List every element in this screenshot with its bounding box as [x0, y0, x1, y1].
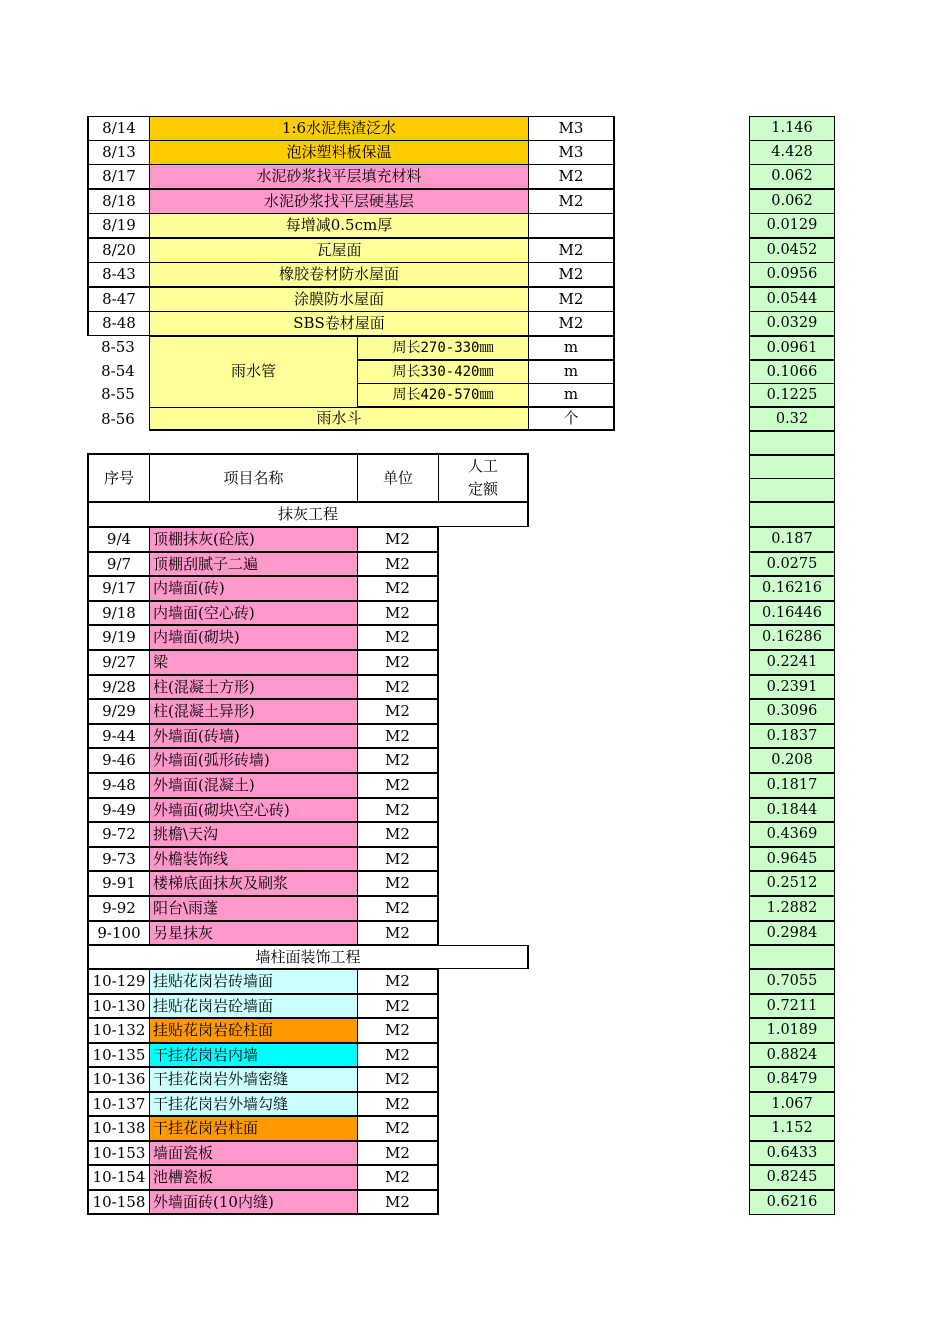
labor-value-cell[interactable]: 0.32	[749, 407, 835, 431]
code-cell[interactable]: 8/14	[87, 116, 150, 141]
labor-value-cell[interactable]: 0.4369	[749, 822, 835, 847]
code-cell[interactable]: 10-154	[87, 1165, 150, 1190]
unit-cell[interactable]: M2	[528, 262, 615, 287]
unit-cell[interactable]: M2	[528, 287, 615, 312]
labor-value-cell[interactable]: 1.146	[749, 116, 835, 141]
labor-value-cell[interactable]: 0.6216	[749, 1190, 835, 1215]
unit-cell[interactable]: M2	[357, 552, 439, 576]
code-cell[interactable]: 10-153	[87, 1141, 150, 1165]
rain-pipe-label[interactable]: 雨水管	[149, 336, 358, 408]
item-name-cell[interactable]: 顶棚抹灰(砼底)	[149, 527, 358, 552]
item-name-cell[interactable]: 干挂花岗岩外墙勾缝	[149, 1092, 358, 1116]
unit-cell[interactable]: M2	[357, 773, 439, 798]
unit-cell[interactable]: M2	[357, 896, 439, 921]
code-cell[interactable]: 9-91	[87, 871, 150, 896]
unit-cell[interactable]: M2	[357, 675, 439, 699]
code-cell[interactable]: 9-72	[87, 822, 150, 847]
item-name-cell[interactable]: 橡胶卷材防水屋面	[149, 262, 529, 287]
code-cell[interactable]: 9/19	[87, 625, 150, 650]
code-cell[interactable]: 8-47	[87, 287, 150, 312]
unit-cell[interactable]: m	[528, 360, 615, 384]
unit-cell[interactable]: M2	[357, 748, 439, 773]
unit-cell[interactable]: M2	[357, 699, 439, 724]
labor-value-cell[interactable]: 0.1225	[749, 383, 835, 407]
labor-value-cell[interactable]: 0.16446	[749, 601, 835, 625]
code-cell[interactable]: 8-53	[101, 338, 135, 357]
labor-value-cell[interactable]: 0.2984	[749, 921, 835, 945]
labor-value-cell[interactable]: 0.0329	[749, 311, 835, 336]
unit-cell[interactable]: M2	[357, 921, 439, 945]
item-name-cell[interactable]: 1:6水泥焦渣泛水	[149, 116, 529, 141]
code-cell[interactable]: 8/19	[87, 213, 150, 238]
item-name-cell[interactable]: 挂贴花岗岩砖墙面	[149, 969, 358, 994]
unit-cell[interactable]: m	[528, 336, 615, 360]
code-cell[interactable]: 9-92	[87, 896, 150, 921]
code-cell[interactable]: 10-138	[87, 1116, 150, 1141]
code-cell[interactable]: 10-137	[87, 1092, 150, 1116]
item-name-cell[interactable]: 挂贴花岗岩砼柱面	[149, 1018, 358, 1043]
unit-cell[interactable]: M2	[357, 650, 439, 675]
labor-value-cell[interactable]: 0.3096	[749, 699, 835, 724]
item-name-cell[interactable]: 梁	[149, 650, 358, 675]
item-name-cell[interactable]: 每增减0.5cm厚	[149, 213, 529, 238]
header-labor-line1: 人工	[467, 457, 498, 475]
empty-value-cell[interactable]	[749, 455, 835, 479]
item-name-cell[interactable]: 雨水斗	[149, 407, 529, 431]
labor-value-cell[interactable]: 0.16286	[749, 625, 835, 650]
item-name-cell[interactable]: 内墙面(空心砖)	[149, 601, 358, 625]
unit-cell[interactable]: M2	[357, 822, 439, 847]
code-cell[interactable]: 10-129	[87, 969, 150, 994]
item-name-cell[interactable]: 楼梯底面抹灰及刷浆	[149, 871, 358, 896]
labor-value-cell[interactable]: 0.0452	[749, 238, 835, 263]
empty-value-cell[interactable]	[749, 431, 835, 455]
header-name[interactable]: 项目名称	[149, 453, 358, 502]
code-cell[interactable]: 8/13	[87, 140, 150, 165]
code-cell[interactable]: 9/7	[87, 552, 150, 576]
pipe-spec-cell[interactable]: 周长270-330㎜	[357, 336, 529, 360]
item-name-cell[interactable]: 内墙面(砖)	[149, 576, 358, 601]
labor-value-cell[interactable]: 0.1066	[749, 360, 835, 384]
item-name-cell[interactable]: 池槽瓷板	[149, 1165, 358, 1190]
labor-value-cell[interactable]: 0.208	[749, 748, 835, 773]
unit-cell[interactable]: M2	[357, 527, 439, 552]
code-cell[interactable]: 10-132	[87, 1018, 150, 1043]
pipe-spec-cell[interactable]: 周长420-570㎜	[357, 383, 529, 407]
code-cell[interactable]: 9/18	[87, 601, 150, 625]
code-cell[interactable]: 9/29	[87, 699, 150, 724]
item-name-cell[interactable]: 外檐装饰线	[149, 847, 358, 871]
code-cell[interactable]: 9-73	[87, 847, 150, 871]
unit-cell[interactable]: M2	[528, 238, 615, 263]
labor-value-cell[interactable]: 0.2391	[749, 675, 835, 699]
item-name-cell[interactable]: 外墙面(混凝土)	[149, 773, 358, 798]
empty-value-cell[interactable]	[749, 478, 835, 502]
section-title-wall[interactable]: 墙柱面装饰工程	[87, 945, 529, 969]
labor-value-cell[interactable]: 0.9645	[749, 847, 835, 871]
item-name-cell[interactable]: 涂膜防水屋面	[149, 287, 529, 312]
header-labor-line2: 定额	[467, 480, 498, 498]
item-name-cell[interactable]: 顶棚刮腻子二遍	[149, 552, 358, 576]
labor-value-cell[interactable]: 0.062	[749, 164, 835, 189]
unit-cell[interactable]: M2	[357, 1043, 439, 1067]
code-cell[interactable]: 8/20	[87, 238, 150, 263]
item-name-cell[interactable]: 外墙面(弧形砖墙)	[149, 748, 358, 773]
labor-value-cell[interactable]: 0.7055	[749, 969, 835, 994]
labor-value-cell[interactable]: 0.7211	[749, 994, 835, 1018]
unit-cell[interactable]: 个	[528, 407, 615, 431]
item-name-cell[interactable]: 水泥砂浆找平层硬基层	[149, 189, 529, 214]
labor-value-cell[interactable]: 0.0544	[749, 287, 835, 312]
code-cell[interactable]: 9-49	[87, 798, 150, 822]
empty-value-cell[interactable]	[749, 502, 835, 527]
unit-cell[interactable]	[528, 213, 615, 238]
labor-value-cell[interactable]: 0.1817	[749, 773, 835, 798]
item-name-cell[interactable]: 干挂花岗岩内墙	[149, 1043, 358, 1067]
labor-value-cell[interactable]: 0.062	[749, 189, 835, 214]
pipe-spec-cell[interactable]: 周长330-420㎜	[357, 360, 529, 384]
labor-value-cell[interactable]: 0.2241	[749, 650, 835, 675]
unit-cell[interactable]: M2	[357, 1190, 439, 1215]
item-name-cell[interactable]: 干挂花岗岩外墙密缝	[149, 1067, 358, 1092]
item-name-cell[interactable]: 干挂花岗岩柱面	[149, 1116, 358, 1141]
labor-value-cell[interactable]: 0.0129	[749, 213, 835, 238]
unit-cell[interactable]: M2	[357, 994, 439, 1018]
labor-value-cell[interactable]: 0.0956	[749, 262, 835, 287]
unit-cell[interactable]: M2	[357, 871, 439, 896]
unit-cell[interactable]: M2	[357, 847, 439, 871]
labor-value-cell[interactable]: 0.6433	[749, 1141, 835, 1165]
code-cell[interactable]: 8-54	[101, 362, 135, 381]
item-name-cell[interactable]: 瓦屋面	[149, 238, 529, 263]
empty-value-cell[interactable]	[749, 945, 835, 969]
labor-value-cell[interactable]: 0.8824	[749, 1043, 835, 1067]
labor-value-cell[interactable]: 1.152	[749, 1116, 835, 1141]
code-cell[interactable]: 9-46	[87, 748, 150, 773]
code-cell[interactable]: 8/17	[87, 164, 150, 189]
unit-cell[interactable]: M2	[357, 576, 439, 601]
unit-cell[interactable]: M2	[357, 724, 439, 748]
labor-value-cell[interactable]: 0.0961	[749, 336, 835, 360]
unit-cell[interactable]: M2	[357, 1116, 439, 1141]
labor-value-cell[interactable]: 0.0275	[749, 552, 835, 576]
unit-cell[interactable]: M2	[528, 164, 615, 189]
code-cell[interactable]: 8-43	[87, 262, 150, 287]
unit-cell[interactable]: M2	[357, 1141, 439, 1165]
code-cell[interactable]: 9-48	[87, 773, 150, 798]
code-cell[interactable]: 8/18	[87, 189, 150, 214]
code-cell[interactable]: 8-55	[101, 385, 135, 404]
labor-value-cell[interactable]: 0.1844	[749, 798, 835, 822]
header-unit[interactable]: 单位	[357, 453, 439, 502]
unit-cell[interactable]: M2	[528, 311, 615, 336]
labor-value-cell[interactable]: 0.16216	[749, 576, 835, 601]
code-cell[interactable]: 9/27	[87, 650, 150, 675]
header-seq[interactable]: 序号	[87, 453, 150, 502]
unit-cell[interactable]: M2	[357, 1067, 439, 1092]
labor-value-cell[interactable]: 0.1837	[749, 724, 835, 748]
code-cell[interactable]: 9-100	[87, 921, 150, 945]
item-name-cell[interactable]: 外墙面(砖墙)	[149, 724, 358, 748]
unit-cell[interactable]: M2	[357, 601, 439, 625]
labor-value-cell[interactable]: 1.0189	[749, 1018, 835, 1043]
labor-value-cell[interactable]: 4.428	[749, 140, 835, 165]
code-cell[interactable]: 10-135	[87, 1043, 150, 1067]
item-name-cell[interactable]: SBS卷材屋面	[149, 311, 529, 336]
unit-cell[interactable]: M2	[357, 798, 439, 822]
unit-cell[interactable]: M2	[357, 1018, 439, 1043]
item-name-cell[interactable]: 内墙面(砌块)	[149, 625, 358, 650]
item-name-cell[interactable]: 外墙面砖(10内缝)	[149, 1190, 358, 1215]
code-cell[interactable]: 9/17	[87, 576, 150, 601]
header-labor[interactable]	[438, 453, 529, 502]
code-cell[interactable]: 8-48	[87, 311, 150, 336]
code-cell[interactable]: 9/28	[87, 675, 150, 699]
unit-cell[interactable]: M2	[357, 1092, 439, 1116]
item-name-cell[interactable]: 柱(混凝土异形)	[149, 699, 358, 724]
labor-value-cell[interactable]: 1.2882	[749, 896, 835, 921]
labor-value-cell[interactable]: 0.8245	[749, 1165, 835, 1190]
item-name-cell[interactable]: 挂贴花岗岩砼墙面	[149, 994, 358, 1018]
code-cell[interactable]: 10-136	[87, 1067, 150, 1092]
unit-cell[interactable]: M3	[528, 116, 615, 141]
unit-cell[interactable]: m	[528, 383, 615, 407]
item-name-cell[interactable]: 墙面瓷板	[149, 1141, 358, 1165]
code-cell[interactable]: 10-130	[87, 994, 150, 1018]
code-cell[interactable]: 9/4	[87, 527, 150, 552]
item-name-cell[interactable]: 水泥砂浆找平层填充材料	[149, 164, 529, 189]
item-name-cell[interactable]: 阳台\雨蓬	[149, 896, 358, 921]
item-name-cell[interactable]: 另星抹灰	[149, 921, 358, 945]
labor-value-cell[interactable]: 0.2512	[749, 871, 835, 896]
unit-cell[interactable]: M2	[528, 189, 615, 214]
item-name-cell[interactable]: 挑檐\天沟	[149, 822, 358, 847]
code-cell[interactable]: 10-158	[87, 1190, 150, 1215]
item-name-cell[interactable]: 外墙面(砌块\空心砖)	[149, 798, 358, 822]
labor-value-cell[interactable]: 1.067	[749, 1092, 835, 1116]
code-cell[interactable]: 9-44	[87, 724, 150, 748]
item-name-cell[interactable]: 柱(混凝土方形)	[149, 675, 358, 699]
unit-cell[interactable]: M2	[357, 1165, 439, 1190]
unit-cell[interactable]: M2	[357, 969, 439, 994]
code-cell[interactable]: 8-56	[101, 409, 135, 428]
unit-cell[interactable]: M3	[528, 140, 615, 165]
section-title-plaster[interactable]: 抹灰工程	[87, 502, 529, 527]
unit-cell[interactable]: M2	[357, 625, 439, 650]
labor-value-cell[interactable]: 0.187	[749, 527, 835, 552]
item-name-cell[interactable]: 泡沫塑料板保温	[149, 140, 529, 165]
labor-value-cell[interactable]: 0.8479	[749, 1067, 835, 1092]
